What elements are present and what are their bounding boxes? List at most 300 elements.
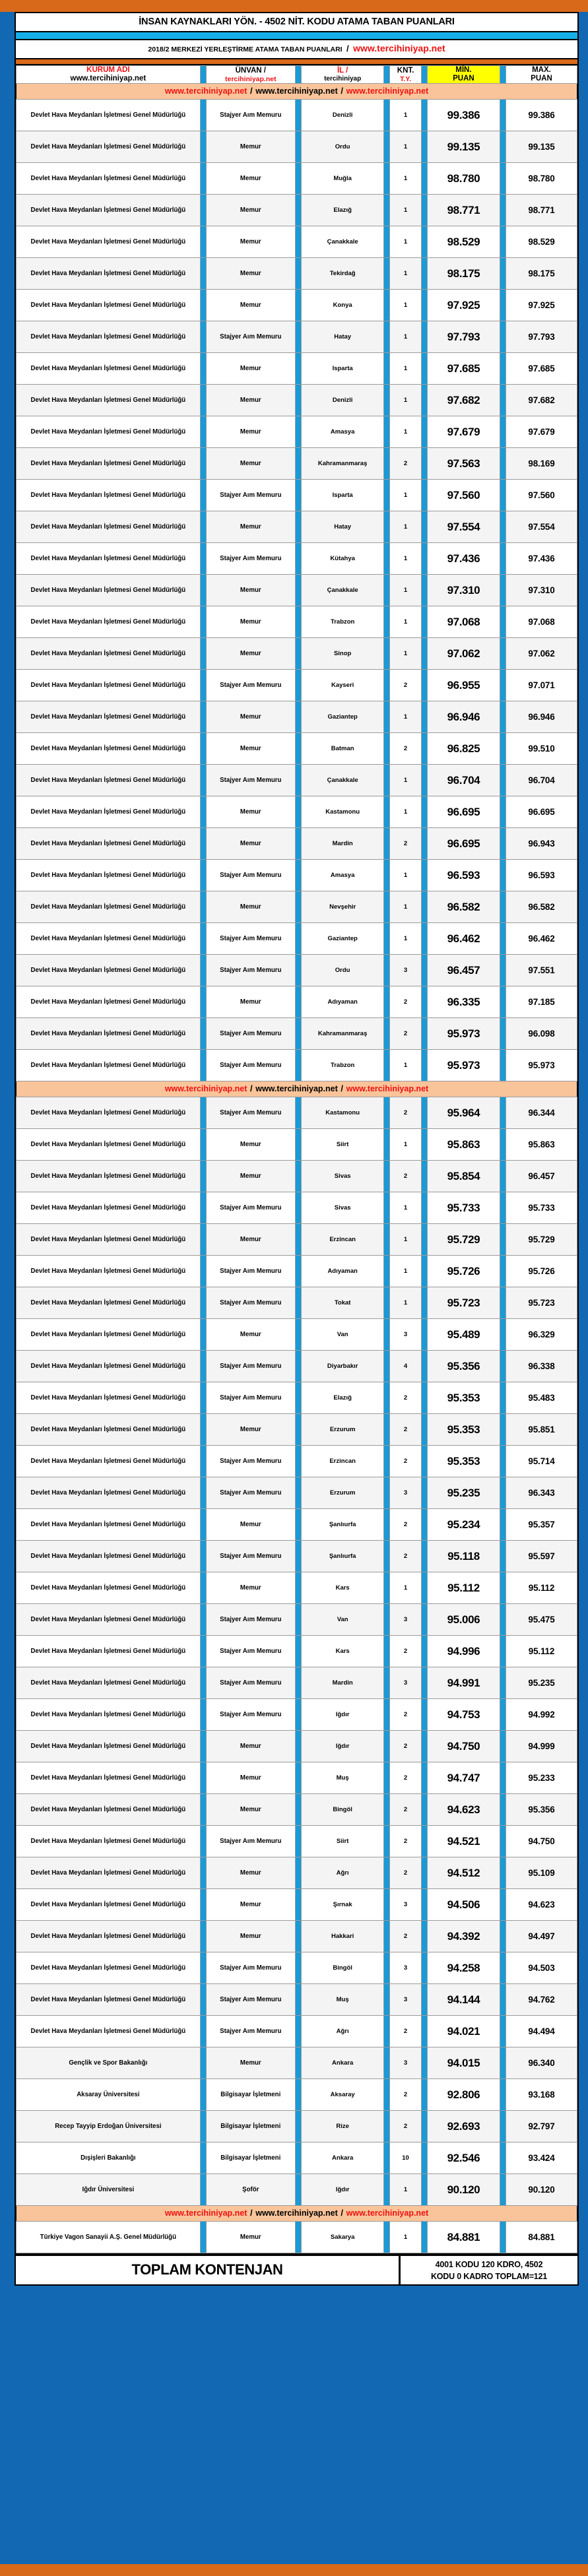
cell-unvan: Stajyer Aım Memuru — [206, 1667, 296, 1699]
table-row[interactable] — [16, 638, 577, 670]
row-divider — [421, 638, 427, 670]
cell-max-puan: 97.068 — [506, 606, 577, 638]
cell-max-puan: 95.723 — [506, 1287, 577, 1319]
cell-il: Erzincan — [301, 1224, 384, 1256]
table-row[interactable] — [16, 448, 577, 480]
cell-max-puan: 95.109 — [506, 1857, 577, 1889]
cell-min-puan: 96.825 — [427, 733, 500, 765]
cell-max-puan: 96.946 — [506, 701, 577, 733]
table-row[interactable] — [16, 1097, 577, 1129]
cell-min-puan: 97.793 — [427, 321, 500, 353]
cell-kontenjan: 3 — [390, 1319, 422, 1351]
cell-min-puan: 94.144 — [427, 1984, 500, 2016]
row-divider — [384, 195, 390, 226]
row-divider — [384, 1541, 390, 1572]
cell-il: Kütahya — [301, 543, 384, 575]
table-row[interactable] — [16, 1050, 577, 1081]
cell-max-puan: 84.881 — [506, 2222, 577, 2253]
cell-max-puan: 95.356 — [506, 1794, 577, 1826]
table-row[interactable] — [16, 796, 577, 828]
row-divider — [296, 923, 302, 955]
table-row[interactable] — [16, 1129, 577, 1161]
row-divider — [500, 670, 506, 701]
unvan-header-line2: tercihiniyap.net — [224, 75, 277, 83]
table-row[interactable] — [16, 575, 577, 606]
row-divider — [200, 1414, 206, 1446]
cell-il: Bingöl — [301, 1794, 384, 1826]
table-row[interactable] — [16, 1414, 577, 1446]
table-row[interactable] — [16, 1541, 577, 1572]
table-row[interactable] — [16, 353, 577, 385]
row-divider — [200, 258, 206, 290]
cell-max-puan: 97.436 — [506, 543, 577, 575]
row-divider — [384, 733, 390, 765]
cell-il: Kahramanmaraş — [301, 448, 384, 480]
table-row[interactable] — [16, 701, 577, 733]
cell-kurum-adi: Devlet Hava Meydanları İşletmesi Genel Müdürlüğü — [16, 321, 201, 353]
row-divider — [500, 2111, 506, 2142]
table-row[interactable] — [16, 606, 577, 638]
cell-kontenjan: 1 — [390, 765, 422, 796]
table-row[interactable] — [16, 1446, 577, 1477]
cell-unvan: Stajyer Aım Memuru — [206, 1699, 296, 1731]
cell-min-puan: 94.991 — [427, 1667, 500, 1699]
cell-min-puan: 97.068 — [427, 606, 500, 638]
table-row[interactable] — [16, 1984, 577, 2016]
table-row[interactable] — [16, 258, 577, 290]
cell-unvan: Şoför — [206, 2174, 296, 2206]
promo-banner-row — [16, 84, 577, 100]
row-divider — [200, 701, 206, 733]
row-divider — [500, 1699, 506, 1731]
row-divider — [200, 1382, 206, 1414]
table-row[interactable] — [16, 1161, 577, 1192]
page-title: İNSAN KAYNAKLARI YÖN. - 4502 NİT. KODU ATAMA TABAN PUANLARI — [139, 16, 455, 27]
row-divider — [296, 1952, 302, 1984]
row-divider — [384, 606, 390, 638]
row-divider — [500, 1018, 506, 1050]
cell-min-puan: 90.120 — [427, 2174, 500, 2206]
table-row[interactable] — [16, 1477, 577, 1509]
column-header-knt[interactable] — [390, 66, 422, 84]
cell-kurum-adi: Devlet Hava Meydanları İşletmesi Genel Müdürlüğü — [16, 290, 201, 321]
cell-kurum-adi: Devlet Hava Meydanları İşletmesi Genel Müdürlüğü — [16, 1667, 201, 1699]
cell-min-puan: 96.335 — [427, 986, 500, 1018]
cell-il: Muş — [301, 1762, 384, 1794]
row-divider — [384, 2016, 390, 2047]
cell-min-puan: 94.512 — [427, 1857, 500, 1889]
row-divider — [200, 543, 206, 575]
row-divider — [384, 1050, 390, 1081]
row-divider — [500, 733, 506, 765]
row-divider — [500, 1604, 506, 1636]
row-divider — [296, 1541, 302, 1572]
cell-unvan: Stajyer Aım Memuru — [206, 1192, 296, 1224]
banner-link-middle[interactable]: www.tercihiniyap.net — [255, 2208, 338, 2218]
row-divider — [296, 1984, 302, 2016]
row-divider — [500, 1762, 506, 1794]
table-row[interactable] — [16, 1509, 577, 1541]
table-row[interactable] — [16, 1731, 577, 1762]
banner-link-middle[interactable]: www.tercihiniyap.net — [255, 86, 338, 96]
table-row[interactable] — [16, 2079, 577, 2111]
row-divider — [200, 195, 206, 226]
cell-kontenjan: 3 — [390, 1477, 422, 1509]
row-divider — [500, 1446, 506, 1477]
row-divider — [500, 2016, 506, 2047]
table-row[interactable] — [16, 511, 577, 543]
row-divider — [500, 100, 506, 131]
table-row[interactable] — [16, 1018, 577, 1050]
cell-kontenjan: 2 — [390, 1699, 422, 1731]
row-divider — [500, 638, 506, 670]
table-row[interactable] — [16, 1351, 577, 1382]
cell-max-puan: 95.973 — [506, 1050, 577, 1081]
row-divider — [500, 1382, 506, 1414]
cell-kurum-adi: Devlet Hava Meydanları İşletmesi Genel Müdürlüğü — [16, 1509, 201, 1541]
row-divider — [421, 2222, 427, 2253]
cell-max-puan: 95.733 — [506, 1192, 577, 1224]
row-divider — [296, 1572, 302, 1604]
cell-kurum-adi: Devlet Hava Meydanları İşletmesi Genel Müdürlüğü — [16, 353, 201, 385]
row-divider — [296, 765, 302, 796]
row-divider — [500, 226, 506, 258]
cell-il: Hatay — [301, 321, 384, 353]
subtitle-slash: / — [346, 44, 349, 53]
row-divider — [421, 1414, 427, 1446]
cell-kurum-adi: Devlet Hava Meydanları İşletmesi Genel Müdürlüğü — [16, 1984, 201, 2016]
row-divider — [421, 1161, 427, 1192]
column-header-unvan[interactable] — [206, 66, 296, 84]
table-row[interactable] — [16, 480, 577, 511]
cell-il: Isparta — [301, 480, 384, 511]
row-divider — [384, 131, 390, 163]
cell-il: Sinop — [301, 638, 384, 670]
table-row[interactable] — [16, 2016, 577, 2047]
banner-link-left[interactable]: www.tercihiniyap.net — [164, 86, 247, 96]
row-divider — [421, 955, 427, 986]
cell-kurum-adi: Devlet Hava Meydanları İşletmesi Genel Müdürlüğü — [16, 1224, 201, 1256]
table-row[interactable] — [16, 100, 577, 131]
row-divider — [384, 448, 390, 480]
cell-kontenjan: 1 — [390, 796, 422, 828]
banner-slash-2: / — [338, 86, 346, 96]
banner-link-left[interactable]: www.tercihiniyap.net — [164, 2208, 247, 2218]
cell-max-puan: 95.233 — [506, 1762, 577, 1794]
cell-kurum-adi: Devlet Hava Meydanları İşletmesi Genel Müdürlüğü — [16, 796, 201, 828]
row-divider — [384, 2079, 390, 2111]
row-divider — [200, 290, 206, 321]
row-divider — [421, 860, 427, 891]
table-row[interactable] — [16, 195, 577, 226]
row-divider — [200, 986, 206, 1018]
cell-unvan: Stajyer Aım Memuru — [206, 1256, 296, 1287]
total-label: TOPLAM KONTENJAN — [16, 2256, 401, 2284]
cell-unvan: Memur — [206, 796, 296, 828]
cell-kontenjan: 1 — [390, 2174, 422, 2206]
cell-il: Adıyaman — [301, 986, 384, 1018]
row-divider — [384, 1446, 390, 1477]
table-row[interactable] — [16, 543, 577, 575]
cell-min-puan: 95.489 — [427, 1319, 500, 1351]
table-row[interactable] — [16, 1224, 577, 1256]
cell-il: Van — [301, 1604, 384, 1636]
row-divider — [296, 321, 302, 353]
cell-min-puan: 95.726 — [427, 1256, 500, 1287]
cell-max-puan: 90.120 — [506, 2174, 577, 2206]
column-header-max-puan[interactable] — [506, 66, 577, 84]
row-divider — [384, 1952, 390, 1984]
cell-kurum-adi: Devlet Hava Meydanları İşletmesi Genel Müdürlüğü — [16, 1699, 201, 1731]
row-divider — [421, 543, 427, 575]
row-divider — [200, 1699, 206, 1731]
table-row[interactable] — [16, 1192, 577, 1224]
cell-kurum-adi: Dışişleri Bakanlığı — [16, 2142, 201, 2174]
row-divider — [200, 955, 206, 986]
cell-il: Sivas — [301, 1161, 384, 1192]
column-header-min-puan[interactable] — [427, 66, 500, 84]
row-divider — [384, 891, 390, 923]
table-row[interactable] — [16, 1382, 577, 1414]
row-divider — [421, 923, 427, 955]
row-divider — [384, 480, 390, 511]
row-divider — [296, 480, 302, 511]
table-row[interactable] — [16, 1826, 577, 1857]
cell-min-puan: 94.996 — [427, 1636, 500, 1667]
cell-max-puan: 95.851 — [506, 1414, 577, 1446]
row-divider — [421, 2079, 427, 2111]
row-divider — [421, 606, 427, 638]
row-divider — [296, 2111, 302, 2142]
cell-unvan: Memur — [206, 258, 296, 290]
row-divider — [500, 511, 506, 543]
cell-max-puan: 97.185 — [506, 986, 577, 1018]
table-row[interactable] — [16, 290, 577, 321]
row-divider — [200, 226, 206, 258]
cell-kurum-adi: Devlet Hava Meydanları İşletmesi Genel Müdürlüğü — [16, 1446, 201, 1477]
row-divider — [421, 1984, 427, 2016]
table-row[interactable] — [16, 1636, 577, 1667]
cell-kurum-adi: Devlet Hava Meydanları İşletmesi Genel Müdürlüğü — [16, 986, 201, 1018]
table-row[interactable] — [16, 923, 577, 955]
table-row[interactable] — [16, 670, 577, 701]
report-card — [15, 12, 579, 2286]
row-divider — [200, 828, 206, 860]
scores-table — [16, 65, 577, 2253]
cell-il: Tokat — [301, 1287, 384, 1319]
cell-max-puan: 96.695 — [506, 796, 577, 828]
cell-unvan: Memur — [206, 511, 296, 543]
row-divider — [500, 1477, 506, 1509]
cell-kurum-adi: Devlet Hava Meydanları İşletmesi Genel Müdürlüğü — [16, 131, 201, 163]
row-divider — [500, 1636, 506, 1667]
cell-unvan: Memur — [206, 226, 296, 258]
cell-min-puan: 95.973 — [427, 1050, 500, 1081]
row-divider — [384, 955, 390, 986]
cell-kurum-adi: Devlet Hava Meydanları İşletmesi Genel Müdürlüğü — [16, 1351, 201, 1382]
table-row[interactable] — [16, 1857, 577, 1889]
table-row[interactable] — [16, 1762, 577, 1794]
row-divider — [500, 1097, 506, 1129]
row-divider — [384, 1351, 390, 1382]
row-divider — [296, 1319, 302, 1351]
table-row[interactable] — [16, 891, 577, 923]
banner-link-middle[interactable]: www.tercihiniyap.net — [255, 1084, 338, 1094]
row-divider — [500, 416, 506, 448]
row-divider — [384, 1382, 390, 1414]
table-row[interactable] — [16, 1256, 577, 1287]
table-row[interactable] — [16, 385, 577, 416]
table-row[interactable] — [16, 1667, 577, 1699]
row-divider — [200, 131, 206, 163]
cell-max-puan: 95.597 — [506, 1541, 577, 1572]
table-row[interactable] — [16, 1699, 577, 1731]
column-header-kurum[interactable] — [16, 66, 201, 84]
cell-il: Iğdır — [301, 1699, 384, 1731]
cell-max-puan: 97.551 — [506, 955, 577, 986]
cell-max-puan: 96.943 — [506, 828, 577, 860]
row-divider — [421, 131, 427, 163]
row-divider — [384, 353, 390, 385]
table-row[interactable] — [16, 828, 577, 860]
cell-kurum-adi: Devlet Hava Meydanları İşletmesi Genel Müdürlüğü — [16, 1319, 201, 1351]
row-divider — [200, 1667, 206, 1699]
row-divider — [296, 575, 302, 606]
table-row[interactable] — [16, 2174, 577, 2206]
row-divider — [500, 828, 506, 860]
banner-slash-1: / — [247, 86, 255, 96]
banner-link-right[interactable]: www.tercihiniyap.net — [346, 86, 429, 96]
column-header-il[interactable] — [301, 66, 384, 84]
cell-kurum-adi: Devlet Hava Meydanları İşletmesi Genel Müdürlüğü — [16, 1889, 201, 1921]
cell-min-puan: 95.973 — [427, 1018, 500, 1050]
cell-min-puan: 96.946 — [427, 701, 500, 733]
row-divider — [296, 670, 302, 701]
cell-kontenjan: 2 — [390, 1509, 422, 1541]
row-divider — [200, 2142, 206, 2174]
total-detail — [401, 2256, 577, 2284]
cell-kontenjan: 1 — [390, 100, 422, 131]
row-divider — [200, 100, 206, 131]
row-divider — [200, 163, 206, 195]
row-divider — [384, 765, 390, 796]
cell-unvan: Stajyer Aım Memuru — [206, 1984, 296, 2016]
cell-kontenjan: 1 — [390, 195, 422, 226]
table-row[interactable] — [16, 986, 577, 1018]
table-row[interactable] — [16, 2047, 577, 2079]
cell-il: Denizli — [301, 100, 384, 131]
cell-kurum-adi: Devlet Hava Meydanları İşletmesi Genel Müdürlüğü — [16, 923, 201, 955]
row-divider — [200, 923, 206, 955]
table-row[interactable] — [16, 2222, 577, 2253]
row-divider — [384, 1699, 390, 1731]
row-divider — [421, 2016, 427, 2047]
table-row[interactable] — [16, 1319, 577, 1351]
table-row[interactable] — [16, 1794, 577, 1826]
banner-link-right[interactable]: www.tercihiniyap.net — [346, 2208, 429, 2218]
cell-kontenjan: 1 — [390, 860, 422, 891]
row-divider — [500, 1541, 506, 1572]
banner-link-left[interactable]: www.tercihiniyap.net — [164, 1084, 247, 1094]
row-divider — [421, 511, 427, 543]
table-row[interactable] — [16, 2111, 577, 2142]
table-row[interactable] — [16, 1889, 577, 1921]
cell-max-puan: 97.685 — [506, 353, 577, 385]
banner-link-right[interactable]: www.tercihiniyap.net — [346, 1084, 429, 1094]
subtitle-site-link[interactable]: www.tercihiniyap.net — [353, 43, 445, 53]
cell-max-puan: 97.682 — [506, 385, 577, 416]
table-row[interactable] — [16, 733, 577, 765]
cell-max-puan: 94.497 — [506, 1921, 577, 1952]
table-row[interactable] — [16, 1604, 577, 1636]
row-divider — [500, 2174, 506, 2206]
cell-min-puan: 94.015 — [427, 2047, 500, 2079]
cell-min-puan: 96.457 — [427, 955, 500, 986]
row-divider — [500, 575, 506, 606]
table-row[interactable] — [16, 1572, 577, 1604]
cell-min-puan: 96.695 — [427, 828, 500, 860]
cell-min-puan: 95.729 — [427, 1224, 500, 1256]
row-divider — [296, 131, 302, 163]
table-row[interactable] — [16, 1921, 577, 1952]
row-divider — [384, 1731, 390, 1762]
cell-il: Ağrı — [301, 1857, 384, 1889]
table-row[interactable] — [16, 1287, 577, 1319]
table-row[interactable] — [16, 416, 577, 448]
row-divider — [500, 1889, 506, 1921]
table-row[interactable] — [16, 2142, 577, 2174]
row-divider — [384, 2111, 390, 2142]
cell-unvan: Memur — [206, 828, 296, 860]
table-row[interactable] — [16, 955, 577, 986]
table-row[interactable] — [16, 321, 577, 353]
row-divider — [421, 448, 427, 480]
cell-kontenjan: 2 — [390, 1018, 422, 1050]
cell-max-puan: 95.714 — [506, 1446, 577, 1477]
cell-il: Mardin — [301, 1667, 384, 1699]
table-row[interactable] — [16, 163, 577, 195]
cell-kontenjan: 2 — [390, 1541, 422, 1572]
row-divider — [421, 195, 427, 226]
row-divider — [296, 1699, 302, 1731]
row-divider — [296, 733, 302, 765]
cell-max-puan: 93.424 — [506, 2142, 577, 2174]
cell-kurum-adi: Devlet Hava Meydanları İşletmesi Genel Müdürlüğü — [16, 828, 201, 860]
cell-kontenjan: 1 — [390, 606, 422, 638]
cell-max-puan: 96.593 — [506, 860, 577, 891]
row-divider — [296, 1604, 302, 1636]
table-row[interactable] — [16, 765, 577, 796]
row-divider — [200, 353, 206, 385]
cell-kurum-adi: Aksaray Üniversitesi — [16, 2079, 201, 2111]
table-row[interactable] — [16, 226, 577, 258]
row-divider — [421, 1446, 427, 1477]
table-row[interactable] — [16, 1952, 577, 1984]
table-row[interactable] — [16, 860, 577, 891]
cell-kurum-adi: Devlet Hava Meydanları İşletmesi Genel Müdürlüğü — [16, 1731, 201, 1762]
cell-max-puan: 95.475 — [506, 1604, 577, 1636]
cell-kurum-adi: Devlet Hava Meydanları İşletmesi Genel Müdürlüğü — [16, 891, 201, 923]
table-row[interactable] — [16, 131, 577, 163]
row-divider — [384, 1161, 390, 1192]
cell-unvan: Stajyer Aım Memuru — [206, 955, 296, 986]
cell-max-puan: 96.457 — [506, 1161, 577, 1192]
cell-kurum-adi: Devlet Hava Meydanları İşletmesi Genel Müdürlüğü — [16, 1857, 201, 1889]
table-body — [16, 84, 577, 2253]
row-divider — [296, 100, 302, 131]
cell-min-puan: 95.006 — [427, 1604, 500, 1636]
cell-min-puan: 97.682 — [427, 385, 500, 416]
